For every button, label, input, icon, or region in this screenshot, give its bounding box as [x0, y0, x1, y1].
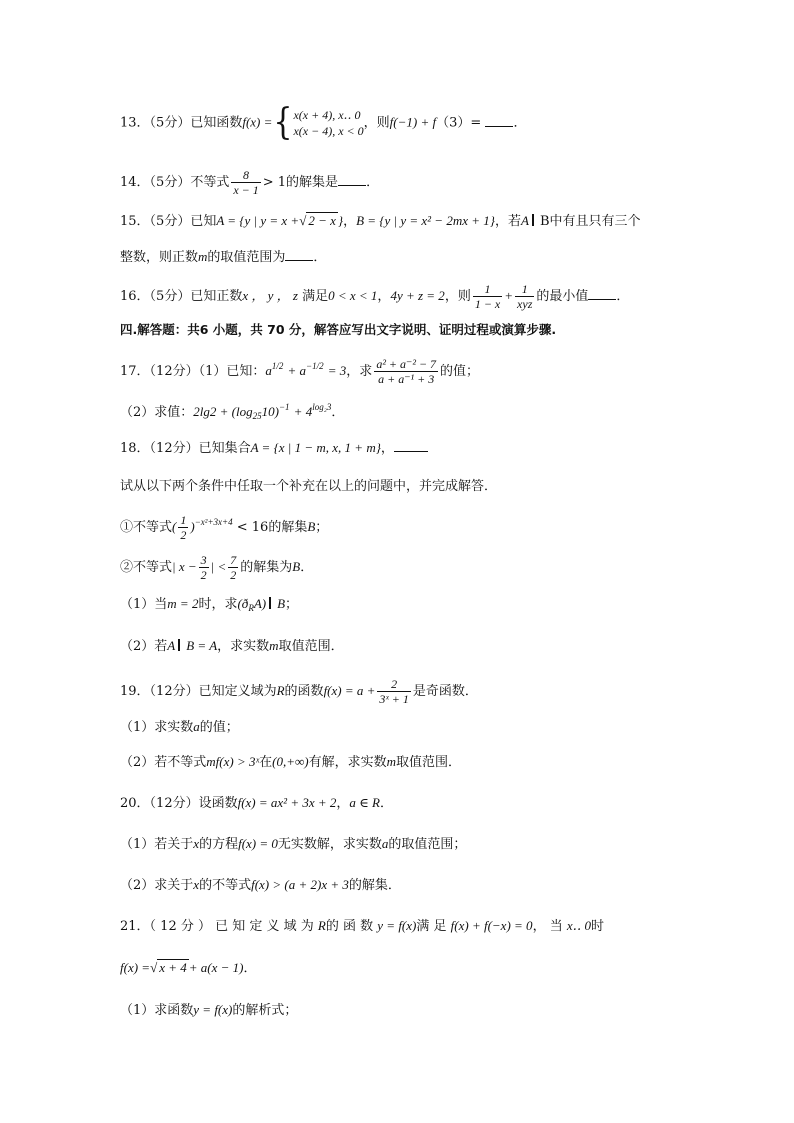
q18-s1-sub: R	[248, 603, 254, 613]
q18-c2-den-1: 2	[200, 568, 207, 582]
q18-s1-expr-2: A)	[253, 596, 267, 611]
q14-prefix: 14．（5分）不等式	[120, 175, 230, 190]
q15-answer-blank	[285, 248, 313, 261]
q21-s1-prefix: （1）求函数	[120, 1003, 194, 1018]
q13-middle: ，则	[363, 115, 390, 131]
q18-c1-exponent: −x²+3x+4	[194, 517, 233, 527]
q15-m: m	[198, 249, 208, 264]
question-17-part-2	[120, 397, 344, 426]
q14-denominator: x − 1	[233, 183, 259, 197]
question-18-condition-2	[120, 553, 313, 582]
q13-arg: （3）	[436, 115, 471, 131]
q19-numerator: 2	[377, 677, 410, 692]
q19-s1-end: 的值；	[199, 720, 239, 735]
q18-c2-prefix: ②不等式	[120, 560, 173, 575]
section-4-heading: 四.解答题：共6 小题，共 70 分，解答应写出文字说明、证明过程或演算步骤.	[120, 322, 557, 337]
q21-s1-fn: y = f(x)	[193, 1002, 233, 1017]
q16-then: ，则	[444, 289, 471, 304]
q21-fn: y = f(x)	[377, 918, 417, 933]
q20-s2-ineq: f(x) > (a + 2)x + 3	[251, 877, 349, 892]
question-20	[120, 793, 393, 814]
q17-fraction	[374, 357, 438, 386]
q18-c2-abs: | x −	[172, 559, 197, 574]
q13-brace: {	[273, 101, 293, 144]
q19-r: R	[276, 683, 285, 698]
q16-answer-blank	[588, 287, 616, 300]
q17-eq: = 3	[327, 363, 347, 378]
q15-cond: ，若	[494, 214, 521, 229]
q18-s2-mid: ，求实数	[217, 639, 270, 654]
q19-s2-end: 取值范围．	[396, 755, 462, 770]
q20-s1-end: 的取值范围；	[388, 837, 467, 852]
q13-end: ．	[513, 115, 527, 131]
q18-c2-mid: | <	[210, 559, 227, 574]
q18-set-a: A = {x | 1 − m, x, 1 + m}	[250, 440, 381, 455]
question-19-sub-2	[120, 752, 461, 773]
q19-s2-prefix: （2）若不等式	[120, 755, 207, 770]
question-15-line-2	[120, 247, 326, 268]
q17-p2-expr: 2lg2 + (log	[193, 404, 253, 419]
q17-p2-prefix: （2）求值：	[120, 405, 194, 420]
q19-prefix: 19．（12分）已知定义域为	[120, 684, 277, 699]
q18-s1-cond: m = 2	[167, 596, 199, 611]
q20-s1-a: a	[381, 836, 389, 851]
q21-mid: 的 函 数	[325, 919, 374, 934]
q15-sep: ，	[343, 214, 357, 229]
q18-s1-b: B	[277, 596, 286, 611]
q17-denominator: a + a⁻¹ + 3	[378, 372, 435, 386]
q18-c2-num-2: 7	[230, 553, 237, 567]
q17-prefix: 17．（12分）（1）已知：	[120, 364, 266, 379]
question-19	[120, 677, 478, 706]
q19-denominator: 3ˣ + 1	[379, 692, 409, 706]
q15-set-a-end: }	[337, 213, 344, 228]
q15-set-b: B = {y | y = x² − 2mx + 1}	[356, 213, 495, 228]
q21-line-2-rest: + a(x − 1)	[188, 960, 244, 975]
q17-numerator: a² + a⁻² − 7	[376, 357, 437, 371]
q18-c1-base-den: 2	[180, 528, 187, 542]
q17-p2-sub: 25	[252, 411, 262, 421]
q17-ask: ，求	[346, 364, 373, 379]
q19-s2-ineq: mf(x) > 3ˣ	[206, 754, 260, 769]
q19-s2-mid-2: 有解，求实数	[308, 755, 387, 770]
q16-fraction-2	[515, 282, 534, 311]
q19-s2-mid: 在	[259, 755, 273, 770]
q13-answer-blank	[485, 114, 513, 127]
q21-line-2-end: ．	[243, 961, 257, 976]
q13-equals: =	[470, 115, 482, 131]
q18-s2-a: A	[167, 638, 176, 653]
q18-c1-base-num: 1	[180, 513, 187, 527]
q21-line-2-expr: f(x) =	[120, 960, 151, 975]
question-21-line-2	[120, 958, 257, 979]
q18-c2-frac-1	[199, 553, 209, 582]
question-17-part-1	[120, 356, 479, 386]
q16-range: 0 < x < 1	[328, 288, 378, 303]
q20-s2-mid: 的不等式	[199, 878, 252, 893]
q21-sqrt-sign: √	[150, 960, 158, 975]
q18-c2-dot: ．	[300, 560, 314, 575]
q18-c2-frac-2	[228, 553, 238, 582]
q18-s1-prefix: （1）当	[120, 597, 168, 612]
question-18-sub-1	[120, 594, 298, 618]
q18-s1-mid: 时，求	[198, 597, 238, 612]
q16-sep: ，	[377, 289, 391, 304]
q18-c1-prefix: ①不等式	[120, 520, 173, 535]
q13-prefix: 13．（5分）已知函数	[120, 115, 243, 131]
q21-r: R	[317, 918, 326, 933]
question-18-condition-1: ①不等式( $\frac{1}{2}$ )$^{-x^2+3x+4}$ < 16的解集B；	[120, 513, 329, 542]
q15-set-a: A = {y | y = x +	[216, 213, 300, 228]
q18-s1-intersect-icon	[269, 597, 271, 609]
q16-fraction-1	[473, 282, 502, 311]
q20-s2-x: x	[193, 877, 200, 892]
q18-sep: ，	[380, 441, 394, 456]
q15-intersect-icon	[532, 214, 534, 226]
q17-sup-1: 1/2	[271, 361, 284, 371]
q19-end: 是奇函数．	[412, 684, 478, 699]
question-18-instruction: 试从以下两个条件中任取一个补充在以上的问题中，并完成解答．	[120, 479, 498, 494]
q19-fx: f(x) = a +	[323, 683, 376, 698]
question-16	[120, 282, 629, 311]
q20-s1-mid: 的方程	[199, 837, 239, 852]
q21-x0: x‥ 0	[566, 918, 592, 933]
q18-s1-expr: (ð	[237, 596, 249, 611]
q13-cases	[293, 107, 363, 139]
q16-plus: +	[504, 288, 514, 303]
q18-condition-blank	[394, 439, 428, 452]
q20-sep: ，	[336, 796, 350, 811]
q21-prefix: 21．（ 12 分 ） 已 知 定 义 域 为	[120, 919, 314, 934]
q21-s1-end: 的解析式；	[232, 1003, 298, 1018]
q18-c2-end: 的解集为	[240, 560, 293, 575]
q20-s2-end: 的解集．	[348, 878, 401, 893]
q18-s2-m: m	[269, 638, 279, 653]
q21-sqrt: x + 4	[159, 960, 187, 975]
q18-c2-den-2: 2	[230, 568, 237, 582]
question-13	[120, 101, 527, 144]
q17-end: 的值；	[440, 364, 480, 379]
q21-cond-text: 满 足	[416, 919, 447, 934]
q20-fx: f(x) = ax² + 3x + 2	[237, 795, 337, 810]
q18-s2-end: 取值范围．	[278, 639, 344, 654]
q19-s1-prefix: （1）求实数	[120, 720, 194, 735]
q17-p2-sup: −1	[278, 402, 290, 412]
q19-s2-m: m	[386, 754, 397, 769]
q14-answer-blank	[338, 173, 366, 186]
q16-end-text: 的最小值	[536, 289, 589, 304]
q19-mid: 的函数	[284, 684, 324, 699]
q15-sqrt: 2 − x	[308, 213, 336, 228]
q18-c2-num-1: 3	[200, 553, 207, 567]
q16-equation: 4y + z = 2	[390, 288, 445, 303]
q17-p2-mid: 10)	[261, 404, 279, 419]
q15-line-2: 整数，则正数	[120, 250, 199, 265]
q18-c1-end: < 16的解集	[236, 520, 308, 535]
q15-a-symbol: A	[520, 213, 529, 228]
q20-prefix: 20．（12分）设函数	[120, 796, 238, 811]
q21-cond: f(x) + f(−x) = 0	[450, 918, 533, 933]
question-20-sub-2	[120, 875, 401, 896]
q17-a: a	[265, 363, 272, 378]
q17-plus-a: + a	[287, 363, 307, 378]
q19-s1-a: a	[193, 719, 200, 734]
q16-cond: 满足	[302, 289, 329, 304]
q18-s2-eq: B = A	[186, 638, 218, 653]
q13-case-2: x(x − 4), x < 0	[293, 124, 364, 138]
q15-prefix: 15．（5分）已知	[120, 214, 217, 229]
q18-c1-base	[178, 513, 188, 542]
q18-c2-b: B	[292, 559, 301, 574]
q14-fraction	[231, 168, 260, 197]
q20-s1-mid-2: 无实数解，求实数	[277, 837, 382, 852]
question-18	[120, 438, 428, 459]
q14-numerator: 8	[231, 168, 260, 183]
question-20-sub-1	[120, 834, 466, 855]
q13-expr: f(−1) + f	[389, 114, 437, 130]
q20-s1-eq: f(x) = 0	[238, 836, 278, 851]
q20-end: ．	[379, 796, 393, 811]
q17-p2-plus: + 4	[293, 404, 313, 419]
q16-prefix: 16．（5分）已知正数	[120, 289, 243, 304]
q18-c1-b: B	[307, 519, 316, 534]
q15-b-text: B中有且只有三个	[539, 214, 641, 229]
question-14	[120, 168, 379, 197]
q15-sqrt-sign: √	[299, 213, 307, 228]
q16-num-1: 1	[473, 282, 502, 297]
q17-p2-sup-2: log₂3	[312, 402, 332, 412]
q16-den-2: xyz	[517, 297, 533, 311]
q20-s1-x: x	[193, 836, 200, 851]
q18-s1-end: ；	[285, 597, 299, 612]
question-19-sub-1	[120, 717, 239, 738]
q21-when: ， 当	[532, 919, 563, 934]
q13-case-1: x(x + 4), x‥ 0	[293, 108, 361, 122]
question-21-line-1	[120, 916, 604, 937]
q18-s2-union-icon	[178, 639, 180, 651]
q19-s2-interval: (0,+∞)	[272, 754, 309, 769]
q20-cond: a ∈ R	[349, 795, 380, 810]
q14-mid: > 1的解集是	[262, 175, 339, 190]
q13-function: f(x) =	[242, 114, 273, 130]
q20-s2-prefix: （2）求关于	[120, 878, 194, 893]
q18-prefix: 18．（12分）已知集合	[120, 441, 251, 456]
q14-end: ．	[366, 175, 380, 190]
q16-num-2: 1	[515, 282, 534, 297]
q15-end: ．	[313, 250, 327, 265]
q16-end: ．	[616, 289, 630, 304]
q18-s2-prefix: （2）若	[120, 639, 168, 654]
q17-sup-2: −1/2	[306, 361, 324, 371]
q21-when-end: 时	[591, 919, 605, 934]
q16-vars: x ， y ， z	[242, 288, 298, 303]
q15-line-2-end: 的取值范围为	[207, 250, 286, 265]
q20-s1-prefix: （1）若关于	[120, 837, 194, 852]
question-18-sub-2	[120, 636, 344, 657]
q16-den-1: 1 − x	[474, 297, 501, 311]
question-15-line-1	[120, 211, 641, 232]
q17-p2-end: ．	[331, 405, 345, 420]
question-21-sub-1	[120, 1000, 297, 1021]
q19-fraction	[377, 677, 410, 706]
q18-c1-semi: ；	[315, 520, 329, 535]
